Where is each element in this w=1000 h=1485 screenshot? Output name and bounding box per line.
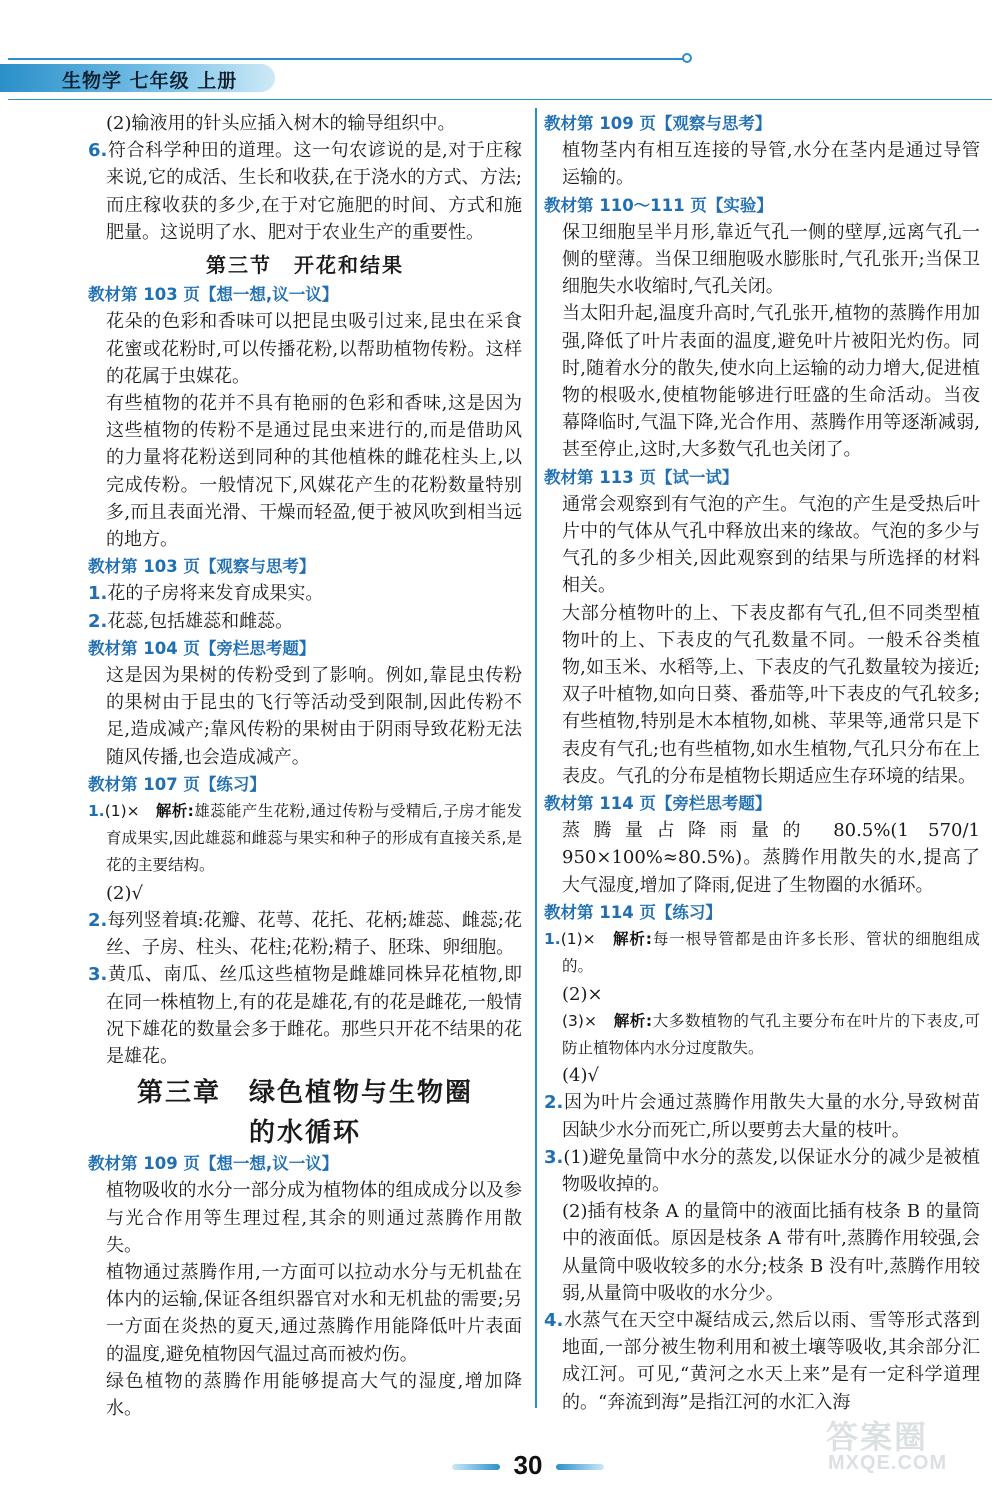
- right-item-1-3: [544, 1008, 980, 1062]
- watermark-url: MXQE.COM: [828, 1452, 948, 1474]
- item-text: 每列竖着填:花瓣、花萼、花托、花柄;雄蕊、雌蕊;花丝、子房、柱头、花柱;花粉;精子、胚珠、卵细胞。: [106, 909, 522, 959]
- item-text: 花的子房将来发育成果实。: [107, 583, 324, 605]
- right-para-05: 大部分植物叶的上、下表皮都有气孔,但不同类型植物叶的上、下表皮的气孔数量不同。一般禾谷类植物,如玉米、水稻等,上、下表皮的气孔数量较为接近;双子叶植物,如向日葵、番茄等,叶下表皮的气孔较多;有些植物,特别是木本植物,如桃、苹果等,通常只是下表皮有气孔;也有些植物,如水生植物,气孔只分布在上表皮。气孔的分布是植物长期适应生存环境的结果。: [562, 602, 980, 787]
- right-para-02: 保卫细胞呈半月形,靠近气孔一侧的壁厚,远离气孔一侧的壁薄。当保卫细胞吸水膨胀时,气孔张开;当保卫细胞失水收缩时,气孔关闭。: [562, 221, 980, 298]
- right-para-08: (2)×: [562, 983, 603, 1005]
- watermark: [820, 1412, 992, 1478]
- analysis-label: 解析:: [612, 930, 652, 949]
- item-number: 3.: [544, 1146, 564, 1168]
- right-para-06: 蒸腾量占降雨量的 80.5%(1 570/1 950×100%≈80.5%)。蒸腾作用散失的水,提高了大气湿度,增加了降雨,促进了生物圈的水循环。: [562, 820, 980, 896]
- subheading-103-observe: 教材第 103 页【观察与思考】: [88, 557, 316, 577]
- right-item-4: [544, 1307, 980, 1416]
- footer-ornament-right: [556, 1464, 604, 1470]
- left-item-1b: [88, 798, 522, 880]
- left-para-12: 植物吸收的水分一部分成为植物体的组成成分以及参与光合作用等生理过程,其余的则通过蒸腾作用散失。: [106, 1180, 522, 1256]
- right-column: [544, 110, 980, 1416]
- analysis-label: 解析:: [613, 1011, 653, 1030]
- item-number: 6.: [88, 140, 108, 162]
- subheading-104-side: 教材第 104 页【旁栏思考题】: [88, 638, 316, 658]
- analysis-text: 大多数植物的气孔主要分布在叶片的下表皮,可防止植物体内水分过度散失。: [562, 1011, 980, 1057]
- subheading-110-experiment: 教材第 110～111 页【实验】: [544, 195, 773, 215]
- left-para-04: 有些植物的花并不具有艳丽的色彩和香味,这是因为这些植物的传粉不是通过昆虫来进行的,而是借助风的力量将花粉送到同种的其他植株的雌花柱头上,以完成传粉。一般情况下,风媒花产生的花粉数量特别多,而且表面光滑、干燥而轻盈,便于被风吹到相当远的地方。: [106, 393, 522, 551]
- chapter-title-line1: 第三章 绿色植物与生物圈: [136, 1078, 473, 1109]
- subheading-109-think: 教材第 109 页【想一想,议一议】: [88, 1154, 339, 1174]
- left-item-3b: [88, 961, 522, 1070]
- subheading-109-observe: 教材第 109 页【观察与思考】: [544, 114, 772, 133]
- footer-ornament-left: [452, 1464, 500, 1470]
- left-column: [88, 110, 522, 1422]
- item-number: 2.: [88, 610, 108, 632]
- subheading-114-side: 教材第 114 页【旁栏思考题】: [544, 794, 772, 814]
- item-text: 符合科学种田的道理。这一句农谚说的是,对于庄稼来说,它的成活、生长和收获,在于浇水的方式、方法;而庄稼收获的多少,在于对它施肥的时间、方式和施肥量。这说明了水、肥对于农业生产的重要性。: [106, 140, 522, 243]
- page-number: 30: [513, 1450, 543, 1480]
- page-header: [0, 0, 1000, 110]
- right-item-2: [544, 1089, 980, 1143]
- item-text: 水蒸气在天空中凝结成云,然后以雨、雪等形式落到地面,一部分被生物利用和被土壤等吸收,其余部分汇成江河。可见,“黄河之水天上来”是有一定科学道理的。“奔流到海”是指江河的水汇入海: [562, 1309, 980, 1413]
- item-number: 4.: [544, 1309, 564, 1331]
- left-para-03: 花朵的色彩和香味可以把昆虫吸引过来,昆虫在采食花蜜或花粉时,可以传播花粉,以帮助植物传粉。这样的花属于虫媒花。: [106, 311, 522, 387]
- watermark-logo: 答案圈: [826, 1418, 929, 1456]
- item-text: 黄瓜、南瓜、丝瓜这些植物是雌雄同株异花植物,即在同一株植物上,有的花是雄花,有的花是雌花,一般情况下雄花的数量会多于雌花。那些只开花不结果的花是雄花。: [106, 964, 522, 1067]
- analysis-text: 雄蕊能产生花粉,通过传粉与受精后,子房才能发育成果实,因此雄蕊和雌蕊与果实和种子的形成有直接关系,是花的主要结构。: [106, 802, 522, 875]
- answer-mark: (3)×: [562, 1011, 614, 1030]
- answer-mark: (1)×: [104, 802, 156, 821]
- header-dot-ornament: [682, 53, 692, 63]
- left-item-6: [88, 137, 522, 246]
- left-para-01: (2)输液用的针头应插入树木的输导组织中。: [106, 113, 456, 134]
- item-text: 花蕊,包括雄蕊和雌蕊。: [107, 610, 294, 632]
- header-rule: [8, 58, 683, 60]
- header-separator: [8, 99, 992, 100]
- item-number: 1.: [544, 930, 561, 949]
- left-item-2a: [88, 608, 522, 635]
- subheading-113-try: 教材第 113 页【试一试】: [544, 467, 739, 487]
- item-number: 1.: [88, 802, 105, 821]
- left-para-14: 绿色植物的蒸腾作用能够提高大气的湿度,增加降水。: [106, 1370, 522, 1419]
- subheading-103-think: 教材第 103 页【想一想,议一议】: [88, 285, 339, 305]
- right-para-13: (2)插有枝条 A 的量筒中的液面比插有枝条 B 的量筒中的液面低。原因是枝条 A 带有叶,蒸腾作用较强,会从量筒中吸收较多的水分;枝条 B 没有叶,蒸腾作用较弱,从量筒中吸收的水分少。: [562, 1201, 980, 1304]
- right-item-1: [544, 926, 980, 980]
- analysis-text: 每一根导管都是由许多长形、管状的细胞组成的。: [562, 930, 980, 976]
- left-para-13: 植物通过蒸腾作用,一方面可以拉动水分与无机盐在体内的运输,保证各组织器官对水和无机盐的需要;另一方面在炎热的夏天,通过蒸腾作用能降低叶片表面的温度,避免植物因气温过高而被灼伤。: [106, 1261, 522, 1365]
- item-number: 2.: [544, 1092, 564, 1114]
- left-para-09: (2)√: [106, 882, 143, 904]
- item-number: 2.: [88, 909, 108, 931]
- item-text: 因为叶片会通过蒸腾作用散失大量的水分,导致树苗因缺少水分而死亡,所以要剪去大量的枝叶。: [562, 1092, 980, 1141]
- item-text: (1)避免量筒中水分的蒸发,以保证水分的减少是被植物吸收掉的。: [562, 1146, 980, 1195]
- book-title: 生物学 七年级 上册: [62, 70, 238, 92]
- right-para-01: 植物茎内有相互连接的导管,水分在茎内是通过导管运输的。: [562, 140, 980, 189]
- right-para-10: (4)√: [562, 1065, 599, 1087]
- chapter-title-line2: 的水循环: [248, 1118, 361, 1149]
- answer-mark: (1)×: [560, 930, 613, 949]
- left-item-2b: [88, 907, 522, 961]
- subheading-114-practice: 教材第 114 页【练习】: [544, 902, 722, 922]
- column-divider: [535, 108, 537, 1408]
- right-para-04: 通常会观察到有气泡的产生。气泡的产生是受热后叶片中的气体从气孔中释放出来的缘故。气泡的多少与气孔的多少相关,因此观察到的结果与所选择的材料相关。: [562, 493, 980, 597]
- section-title: 第三节 开花和结果: [206, 253, 404, 278]
- left-item-1a: [88, 580, 522, 607]
- right-item-3: [544, 1144, 980, 1198]
- item-number: 1.: [88, 583, 108, 605]
- item-number: 3.: [88, 964, 108, 986]
- subheading-107-practice: 教材第 107 页【练习】: [88, 774, 266, 794]
- left-para-07: 这是因为果树的传粉受到了影响。例如,靠昆虫传粉的果树由于昆虫的飞行等活动受到限制,因此传粉不足,造成减产;靠风传粉的果树由于阴雨导致花粉无法随风传播,也会造成减产。: [106, 665, 522, 768]
- right-para-03: 当太阳升起,温度升高时,气孔张开,植物的蒸腾作用加强,降低了叶片表面的温度,避免叶片被阳光灼伤。同时,随着水分的散失,使水向上运输的动力增大,促进植物的根吸水,使植物能够进行旺盛的生命活动。当夜幕降临时,气温下降,光合作用、蒸腾作用等逐渐减弱,甚至停止,这时,大多数气孔也关闭了。: [562, 303, 980, 461]
- analysis-label: 解析:: [155, 802, 194, 821]
